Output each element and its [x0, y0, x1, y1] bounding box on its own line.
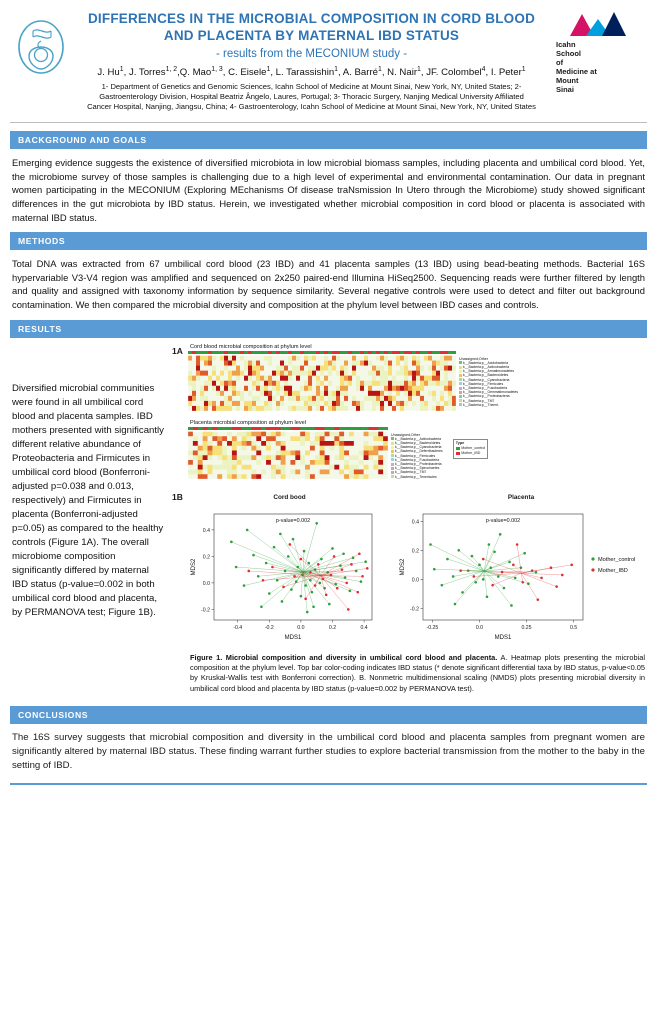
heatmap-placenta-title: Placenta microbial composition at phylum level [190, 419, 306, 426]
nmds-cordblood-svg [188, 502, 378, 642]
heatmap-placenta [188, 427, 645, 484]
heatmap-cordblood-canvas [188, 351, 456, 416]
taxa-label: k__Bacteria;p__Firmicutes [463, 381, 504, 386]
svg-text:-0.4: -0.4 [233, 624, 243, 631]
taxa-color-swatch [391, 475, 394, 478]
taxa-color-swatch [391, 454, 394, 457]
section-body-results: Diversified microbial communities were found in all umbilical cord blood and placenta samples. IBD mothers presented with significantly different relative abundance of Proteobacteria and Firmicutes in umbilical cord blood (Bonferroni-adjusted p=0.038 and 0.013, respectively) and Firmicutes in placenta (Bonferroni-adjusted p=0.05) as compared to the healthy controls (Figure 1A). The overall microbiome composition significantly differed by maternal IBD status (p-value=0.002 in both umbilical cord blood and placenta, by PERMANOVA test; Figure 1B). [12, 382, 164, 618]
taxa-color-swatch [391, 442, 394, 445]
taxa-color-swatch [391, 446, 394, 449]
nmds-cordblood-title: Cord bood [273, 493, 306, 501]
taxa-color-swatch [391, 437, 394, 440]
svg-text:-0.2: -0.2 [201, 606, 210, 613]
heatmap-cordblood [188, 351, 645, 416]
taxa-label: k__Bacteria;p__Fusobacteria [463, 385, 508, 390]
svg-text:MDS1: MDS1 [494, 634, 512, 641]
taxa-color-swatch [459, 399, 462, 402]
caption-lead: Figure 1. Microbial composition and diversity in umbilical cord blood and placenta. [190, 652, 498, 662]
taxa-label: k__Bacteria;p__Gemmatimonadetes [463, 390, 519, 395]
caption-a: A. Heatmap plots presenting the microbial composition at the phylum level. Top bar color-coding indicates IBD status (* denote significant differential taxa by IBD status, p-value<0.05 by Kruskal-Wallis test with Bonferroni correction). [190, 652, 645, 683]
svg-text:0.0: 0.0 [297, 624, 305, 631]
header-divider [10, 122, 647, 123]
meconium-logo-icon [15, 14, 67, 76]
section-header-methods: METHODS [10, 232, 647, 250]
poster-header [0, 0, 657, 114]
figure-caption [190, 653, 645, 695]
caption-b: B. Nonmetric multidimensional scaling (NMDS) plots presenting microbial diversity in umbilical cord blood and placenta by IBD status (p-value=0.002 by PERMANOVA test). [190, 673, 645, 693]
taxa-label: k__Bacteria;p__Deferribacteres [395, 449, 443, 454]
taxa-legend-item [459, 403, 518, 407]
affiliations: 1- Department of Genetics and Genomic Sciences, Icahn School of Medicine at Mount Sinai, New York, NY, United States; 2- Gastroenterology Division, Hospital Beatriz Ângelo, Laures, Portugal; 3- Thoracic Surgery, Nanjing Medical University Affiliated Cancer Hospital, Nanjing, Jiangsu, China; 4- Gastroenterology, Icahn School of Medicine at Mount Sinai, New York, NY, United States [87, 82, 536, 112]
svg-text:MDS2: MDS2 [191, 558, 197, 575]
heatmap-placenta-canvas [188, 427, 388, 484]
heatmap-cordblood-title: Cord blood microbial composition at phylum level [190, 343, 312, 350]
svg-text:p-value=0.002: p-value=0.002 [485, 517, 521, 524]
taxa-color-swatch [459, 370, 462, 373]
panel-a-label: 1A [172, 345, 183, 356]
figure-panel-b [172, 490, 645, 647]
svg-text:0.4: 0.4 [411, 518, 419, 525]
taxa-label: k__Bacteria;p__Actinobacteria [395, 436, 441, 441]
heatmap-cordblood-taxa-legend [459, 351, 518, 407]
svg-text:0.2: 0.2 [328, 624, 337, 631]
nmds-placenta [397, 494, 645, 647]
svg-text:0.4: 0.4 [360, 624, 368, 631]
taxa-label: k__Bacteria;p__Cyanobacteria [463, 377, 510, 382]
taxa-color-swatch [459, 378, 462, 381]
results-content [12, 344, 645, 695]
figure-panel-a [172, 344, 645, 484]
section-header-conclusions: CONCLUSIONS [10, 706, 647, 724]
heatmap-type-key [453, 439, 488, 459]
nmds-placenta-title: Placenta [507, 493, 535, 501]
section-header-results: RESULTS [10, 320, 647, 338]
svg-text:0.0: 0.0 [202, 580, 210, 587]
taxa-label: k__Bacteria;p__Actinobacteria [463, 364, 509, 369]
svg-text:-0.2: -0.2 [410, 605, 419, 612]
author-list: J. Hu$^1$, J. Torres$^{1, 2}$,Q. Mao$^{1, 3}$, C. Eisele$^1$, L. Tarassishin$^1$, A. Barré$^1$, N. Nair$^1$, JF. Colombel$^4$, I. Peter$^1$ [97, 66, 526, 79]
section-body-methods: Total DNA was extracted from 67 umbilical cord blood (23 IBD) and 41 placenta samples (13 IBD) using bead-beating methods. Bacterial 16S hypervariable V3-V4 region was amplified and sequenced on 2x250 paired-end Illumina HiSeq2500. Sequencing reads were further filtered by length and quality and assigned with taxonomy information by sequence similarity. Several negative controls were used to detect and filter out background contamination. We then compared the microbial diversity and composition at the phylum level between IBD cases and controls. [12, 258, 645, 310]
key-label: Mother_control [461, 446, 486, 451]
taxa-color-swatch [391, 471, 394, 474]
taxa-label: k__Bacteria;p__Armatimonadetes [463, 369, 515, 374]
heatmap-cordblood-svg [188, 351, 456, 411]
svg-text:0.0: 0.0 [411, 576, 419, 583]
section-body-background: Emerging evidence suggests the existence of diversified microbiota in low microbial biomass samples, including placenta and umbilical cord blood. Yet, the microbiome survey of those samples is challenging due to a high level of experimental and environmental contamination. Our data in pregnant women participating in the MECONIUM (Exploring MEchanisms Of disease traNsmission In Utero through the Microbiome) study showed significant differences in the gut microbiota by IBD status. Herein, we investigated whether microbial composition in cord blood or placenta is associated with maternal IBD status. [12, 157, 645, 223]
taxa-color-swatch [459, 395, 462, 398]
taxa-color-swatch [391, 467, 394, 470]
taxa-legend-item [391, 475, 443, 479]
taxa-list-cordblood [459, 361, 518, 407]
taxa-label: k__Bacteria;p__Thermi. [463, 402, 499, 407]
mount-sinai-mark-icon [566, 10, 632, 38]
taxa-color-swatch [459, 382, 462, 385]
svg-text:0.2: 0.2 [202, 553, 210, 560]
key-color-swatch [456, 447, 460, 450]
taxa-label: k__Bacteria;p__TM7 [395, 470, 427, 475]
legend-header-cordblood: Unassigned;Other [459, 356, 488, 361]
svg-text:0.5: 0.5 [569, 624, 578, 631]
taxa-label: k__Bacteria;p__Proteobacteria [463, 394, 510, 399]
meconium-logo [10, 8, 72, 76]
taxa-label: k__Bacteria;p__Tenericutes [395, 474, 437, 479]
heatmap-placenta-taxa-legend [391, 427, 443, 479]
svg-text:Mother_control: Mother_control [598, 556, 636, 563]
mount-sinai-wordmark: Icahn School of Medicine at Mount Sinai [556, 40, 597, 94]
title-block [72, 8, 551, 112]
figure-1 [172, 344, 645, 695]
taxa-label: k__Bacteria;p__TM7 [463, 398, 495, 403]
taxa-color-swatch [459, 361, 462, 364]
svg-text:0.2: 0.2 [411, 547, 419, 554]
panel-b-label: 1B [172, 491, 183, 502]
svg-text:0.25: 0.25 [521, 624, 532, 631]
svg-text:p-value=0.002: p-value=0.002 [275, 517, 311, 524]
svg-text:MDS2: MDS2 [400, 558, 406, 575]
taxa-label: k__Bacteria;p__Acidobacteria [463, 360, 509, 365]
heatmap-placenta-svg [188, 427, 388, 479]
taxa-label: k__Bacteria;p__Spirochaetes [395, 466, 440, 471]
key-item [456, 451, 485, 456]
key-label: Mother_IBD [461, 451, 481, 456]
taxa-label: k__Bacteria;p__Firmicutes [395, 453, 436, 458]
taxa-color-swatch [459, 374, 462, 377]
taxa-label: k__Bacteria;p__Bacteroidetes [463, 373, 509, 378]
taxa-label: k__Bacteria;p__Proteobacteria [395, 461, 442, 466]
taxa-label: k__Bacteria;p__Bacteroidetes [395, 440, 441, 445]
page-title: DIFFERENCES IN THE MICROBIAL COMPOSITION IN CORD BLOOD AND PLACENTA BY MATERNAL IBD STATUS [87, 11, 536, 43]
taxa-color-swatch [391, 463, 394, 466]
taxa-color-swatch [391, 450, 394, 453]
section-body-conclusions: The 16S survey suggests that microbial composition and diversity in the umbilical cord blood and placenta samples from pregnant women are significantly altered by maternal IBD status. These finding warrant further studies to explore bacterial transmission from the mother to the baby in the setting of IBD. [12, 732, 645, 772]
section-header-background: BACKGROUND AND GOALS [10, 131, 647, 149]
taxa-color-swatch [459, 391, 462, 394]
key-title: Type [455, 441, 465, 446]
nmds-placenta-svg [397, 502, 645, 642]
legend-header-placenta: Unassigned;Other [391, 432, 420, 437]
taxa-color-swatch [391, 458, 394, 461]
svg-text:-0.25: -0.25 [426, 624, 439, 631]
svg-text:0.4: 0.4 [202, 527, 210, 534]
nmds-cordblood [188, 494, 391, 647]
page-subtitle: - results from the MECONIUM study - [215, 48, 408, 60]
footer-rule [10, 783, 647, 785]
key-items [456, 446, 485, 456]
svg-text:Mother_IBD: Mother_IBD [598, 567, 628, 574]
taxa-color-swatch [459, 403, 462, 406]
taxa-label: k__Bacteria;p__Fusobacteria [395, 457, 440, 462]
mount-sinai-logo [551, 8, 647, 94]
taxa-label: k__Bacteria;p__Cyanobacteria [395, 445, 442, 450]
svg-text:-0.2: -0.2 [264, 624, 274, 631]
svg-text:0.0: 0.0 [475, 624, 484, 631]
key-color-swatch [456, 452, 460, 455]
taxa-list-placenta [391, 437, 443, 479]
taxa-color-swatch [459, 366, 462, 369]
svg-text:MDS1: MDS1 [284, 634, 302, 641]
nmds-plots [188, 494, 645, 647]
taxa-color-swatch [459, 387, 462, 390]
